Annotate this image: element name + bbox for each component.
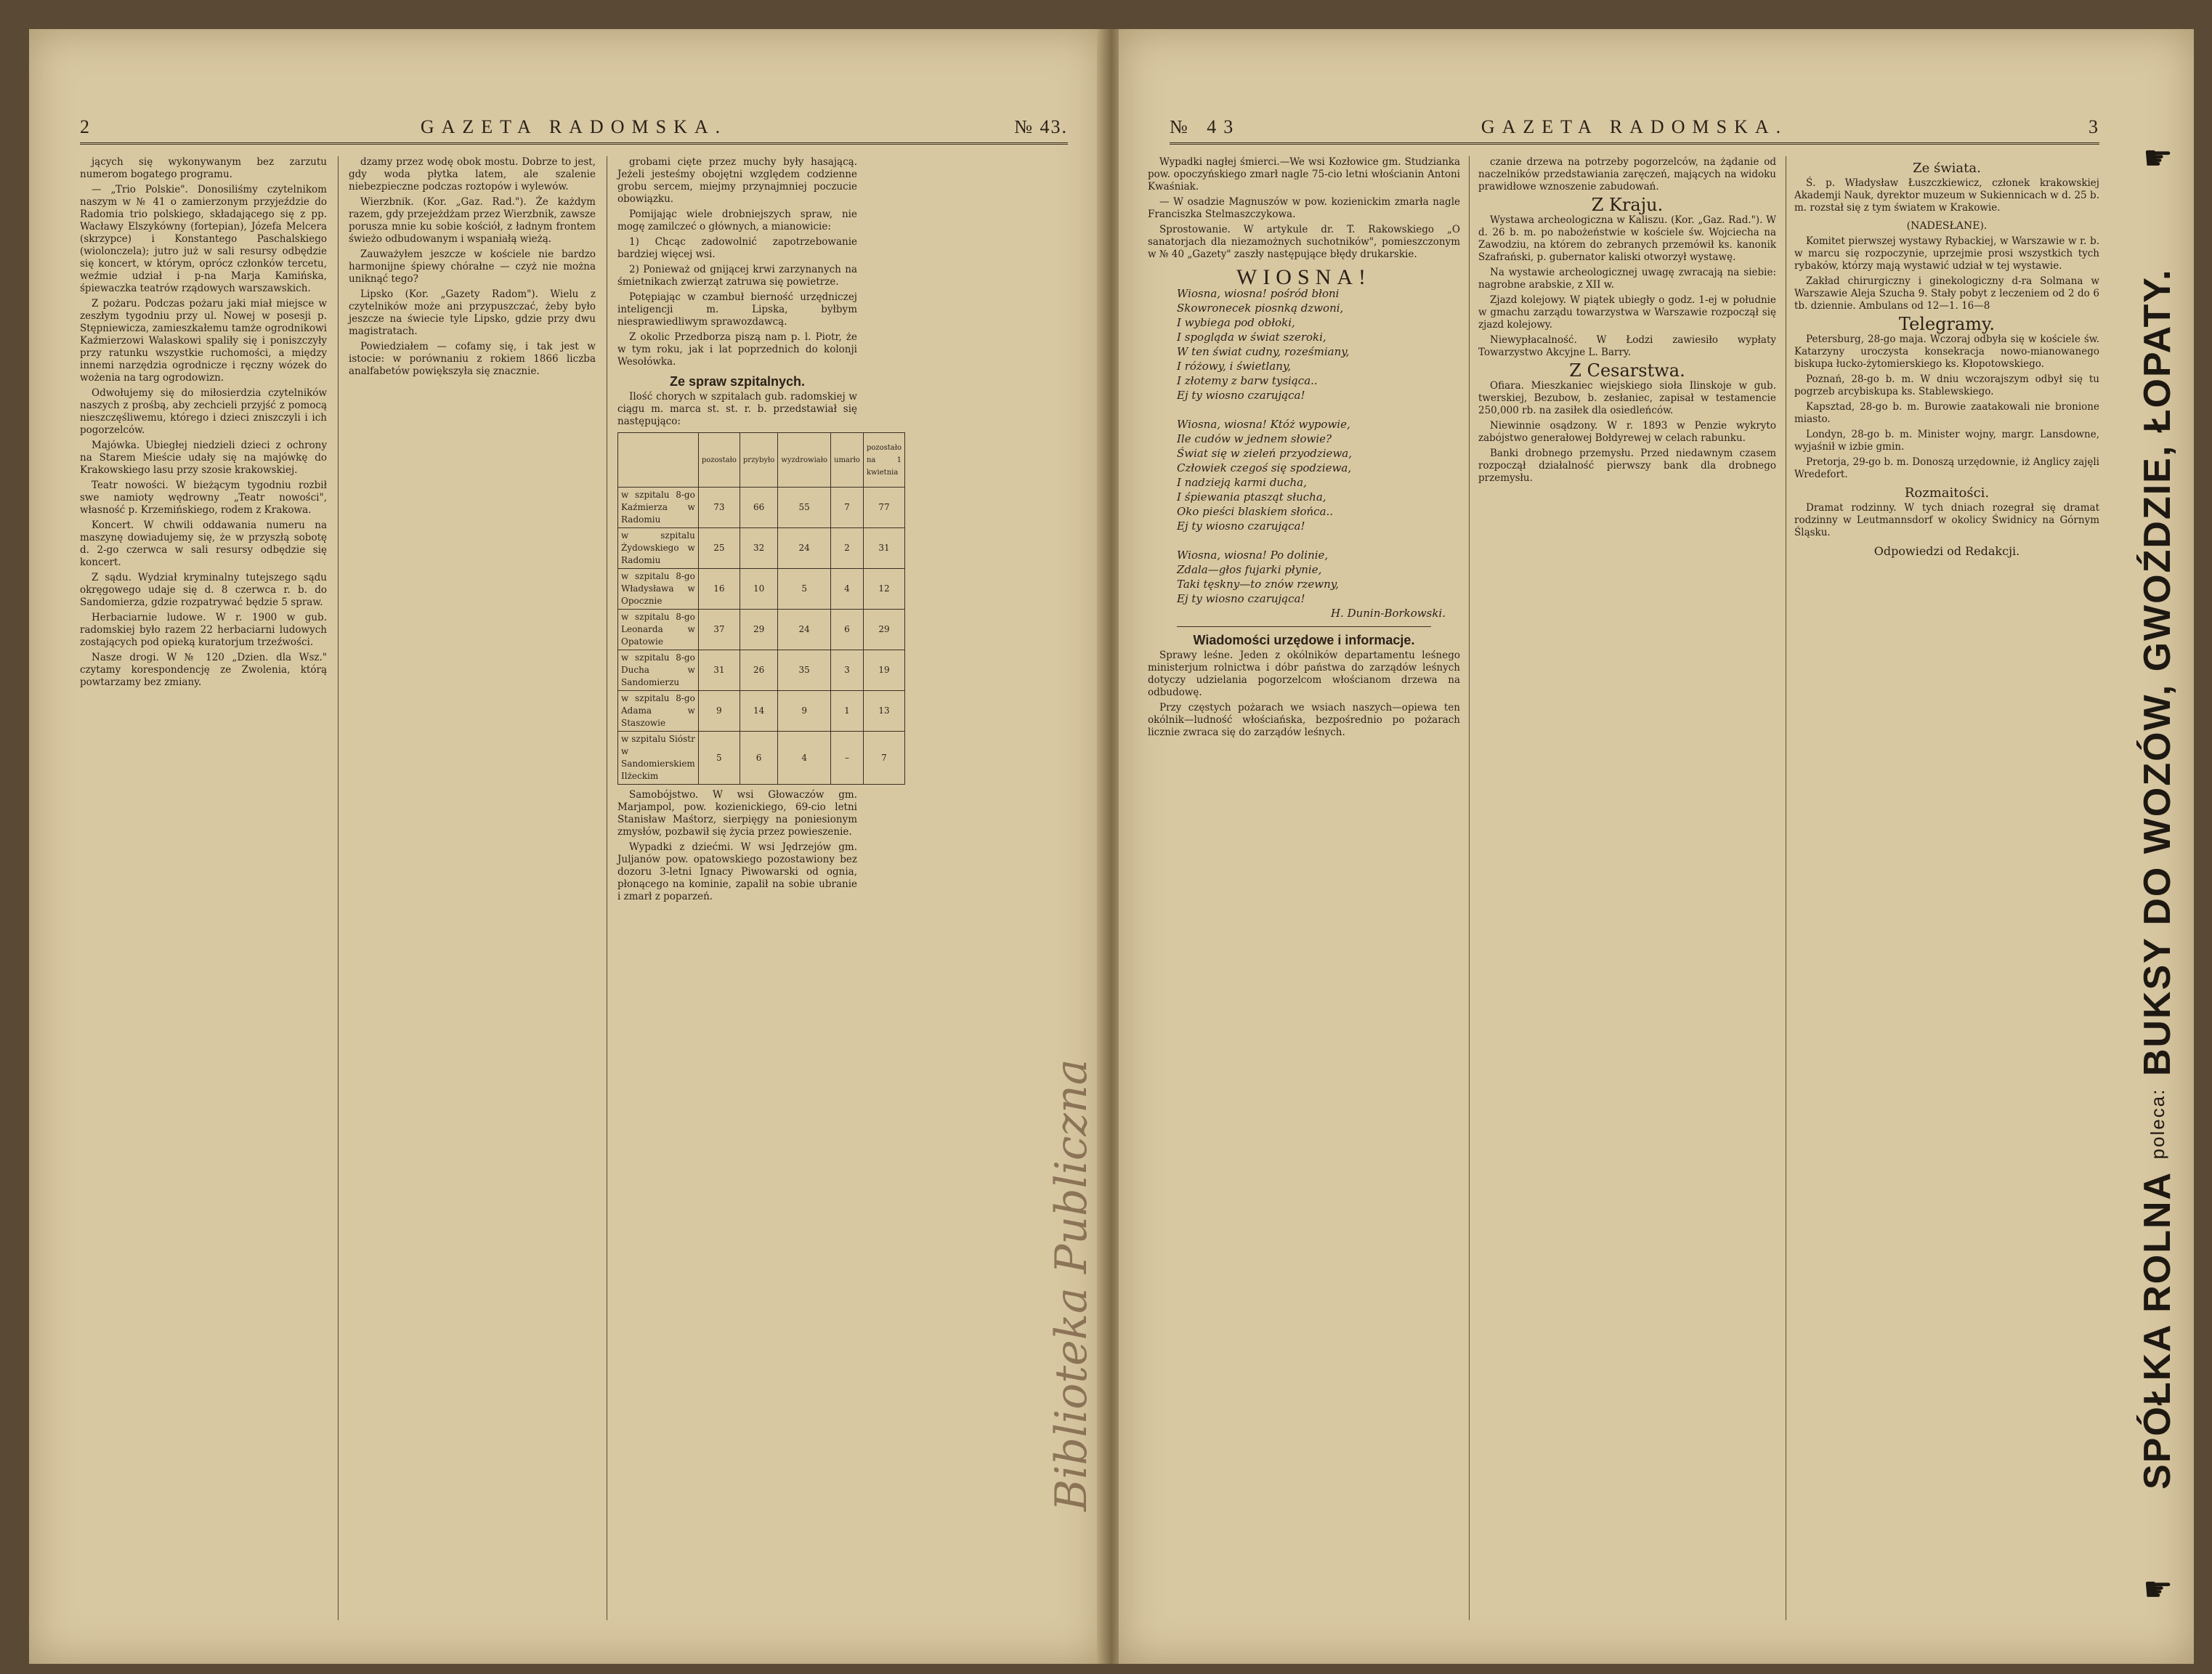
poem-line: I złotemy z barw tysiąca.. [1177, 374, 1318, 387]
newspaper-title: GAZETA RADOMSKA. [1480, 116, 1788, 137]
paragraph: Z sądu. Wydział kryminalny tutejszego sądu okręgowego udaje się d. 8 czerwca r. b. do Sandomierza, gdzie rozpatrywać będzie 5 spraw. [80, 572, 327, 608]
column-2 [349, 156, 596, 1620]
paragraph: — „Trio Polskie". Donosiliśmy czytelnikom naszym w № 41 o zamierzonym przyjeździe do Radomia trio polskiego, składającego się z pp. Wacławy Elszykówny (fortepian), Józefa Melcera (skrzypce) i Konstantego Paschalskiego (wiolonczela); jutro już w sali resursy odbędzie się koncert, w którym, oprócz członków tercetu, weźmie udział i p-na Marja Kamińska, śpiewaczka teatrów rządowych warszawskich. [80, 184, 327, 294]
column-divider [1469, 156, 1470, 1620]
poem-title: WIOSNA! [1236, 265, 1372, 289]
cell: 31 [698, 650, 740, 691]
cell: – [831, 732, 864, 785]
paragraph: Lipsko (Kor. „Gazety Radom"). Wielu z czytelników może ani przypuszczać, żeby było jeszcze na świecie tyle Lipsko, gdzie przy dwu magistratach. [349, 288, 596, 337]
row-label: w szpitalu 8-go Leonarda w Opatowie [618, 610, 699, 650]
paragraph: Komitet pierwszej wystawy Rybackiej, w Warszawie w r. b. w marcu się rozpoczynie, uprzejmie prosi wszystkich tych rybaków, którzy mają wystawić udział w tej wystawie. [1794, 235, 2099, 272]
cell: 24 [778, 528, 831, 569]
row-label: w szpitalu 8-go Władysława w Opocznie [618, 569, 699, 610]
table-row [618, 569, 905, 610]
issue-number: № 43. [1014, 116, 1068, 137]
poem-line [1177, 403, 1460, 417]
cell: 73 [698, 488, 740, 528]
cell: 24 [778, 610, 831, 650]
cell: 25 [698, 528, 740, 569]
cell: 29 [740, 610, 777, 650]
section-heading: Rozmaitości. [1904, 485, 1990, 501]
paragraph: Niewinnie osądzony. W r. 1893 w Penzie wykryto zabójstwo generałowej Bołdyrewej w celach rabunku. [1478, 420, 1776, 444]
cell: 9 [778, 691, 831, 732]
cell: 1 [831, 691, 864, 732]
paragraph: Niewypłacalność. W Łodzi zawiesiło wypłaty Towarzystwo Akcyjne L. Barry. [1478, 334, 1776, 358]
paragraph: Herbaciarnie ludowe. W r. 1900 w gub. radomskiej było razem 22 herbaciarni ludowych zostających pod opieką kuratorjum trzeźwości. [80, 612, 327, 648]
poem-line: Ej ty wiosno czarująca! [1177, 592, 1305, 605]
cell: 13 [863, 691, 904, 732]
table-row [618, 691, 905, 732]
poem-line: Skowronecek piosnką dzwoni, [1177, 302, 1344, 315]
cell: 3 [831, 650, 864, 691]
cell: 7 [831, 488, 864, 528]
pointing-hand-icon: ☛ [2143, 1569, 2173, 1609]
cell: 6 [740, 732, 777, 785]
paragraph: jących się wykonywanym bez zarzutu numerom bogatego programu. [80, 156, 327, 180]
column-3 [617, 156, 902, 1620]
cell: 19 [863, 650, 904, 691]
table-row [618, 488, 905, 528]
table-caption: Ilość chorych w szpitalach gub. radomskiej w ciągu m. marca st. st. r. b. przedstawiał się następująco: [617, 391, 857, 427]
paragraph: Zjazd kolejowy. W piątek ubiegły o godz. 1-ej w południe w gmachu zarządu towarzystwa w Warszawie rozpoczął się zjazd kolejowy. [1478, 294, 1776, 331]
poem-author: H. Dunin-Borkowski. [1330, 607, 1446, 620]
cell: 4 [778, 732, 831, 785]
poem-line: Ej ty wiosno czarująca! [1177, 389, 1305, 402]
paragraph: Banki drobnego przemysłu. Przed niedawnym czasem rozpoczął działalność pierwszy bank dla drobnego przemysłu. [1478, 448, 1776, 484]
section-heading: (NADESŁANE). [1906, 220, 1988, 232]
paragraph: Przy częstych pożarach we wsiach naszych—opiewa ten okólnik—ludność włościańska, bezpośrednio po pożarach licznie zwraca się do zarządów leśnych. [1148, 702, 1460, 738]
column-divider [338, 156, 339, 1620]
paragraph: Ś. p. Władysław Łuszczkiewicz, członek krakowskiej Akademji Nauk, dyrektor muzeum w Sukiennicach w d. 25 b. m. rozstał się z tym światem w Krakowie. [1794, 177, 2099, 214]
poem-line: Człowiek czegoś się spodziewa, [1177, 461, 1352, 474]
section-heading: Ze spraw szpitalnych. [669, 374, 806, 389]
paragraph: grobami cięte przez muchy były hasającą. Jeżeli jesteśmy obojętni względem codzienne grobu sercem, miejmy przynajmniej poczucie obowiązku. [617, 156, 857, 205]
cell: 9 [698, 691, 740, 732]
ad-company: SPÓŁKA ROLNA [2136, 1171, 2179, 1490]
pointing-hand-icon: ☛ [2143, 138, 2173, 177]
hospital-table [617, 432, 905, 785]
paragraph: Pomijając wiele drobniejszych spraw, nie mogę zamilczeć o głównych, a mianowicie: [617, 209, 857, 232]
column-1 [1148, 156, 1460, 1620]
paragraph: Sprostowanie. W artykule dr. T. Rakowskiego „O sanatorjach dla niezamożnych suchotników", pomieszczonym w № 40 „Gazety" zaszły następujące błędy drukarskie. [1148, 224, 1460, 260]
table-row [618, 528, 905, 569]
poem-line: Świat się w zieleń przyodziewa, [1177, 447, 1352, 460]
paragraph: Kapsztad, 28-go b. m. Burowie zaatakowali nie bronione miasto. [1794, 401, 2099, 425]
paragraph: Na wystawie archeologicznej uwagę zwracają na siebie: nagrobne arabskie, z XII w. [1478, 267, 1776, 291]
newspaper-title: GAZETA RADOMSKA. [420, 116, 728, 137]
paragraph: Nasze drogi. W № 120 „Dzien. dla Wsz." czytamy korespondencję ze Zwolenia, którą powtarzamy bez zmiany. [80, 652, 327, 688]
table-header-row [618, 433, 905, 488]
paragraph: Z pożaru. Podczas pożaru jaki miał miejsce w zeszłym tygodniu przy ul. Nowej w posesji p. Stępniewicza, zamieszkałemu tamże ogrodnikowi Kaźmierzowi Walaskowi spaliły się i poniszczyły przy ratunku wszystkie ruchomości, a między innemi narzędzia ogrodnicze i ręczny wózek do wożenia na targ ogrodowizn. [80, 298, 327, 384]
poem-line: I różowy, i świetlany, [1177, 360, 1292, 373]
poem-line: I nadzieją karmi ducha, [1177, 476, 1307, 489]
cell: 55 [778, 488, 831, 528]
paragraph: Koncert. W chwili oddawania numeru na maszynę dowiadujemy się, że w przyszłą sobotę d. 2-go czerwca w sali resursy odbędzie się koncert. [80, 519, 327, 568]
page-number: 3 [2089, 116, 2099, 137]
issue-number: № 43 [1170, 116, 1241, 137]
paragraph: Sprawy leśne. Jeden z okólników departamentu leśnego ministerjum rolnictwa i dóbr państwa do zarządów leśnych dotyczy udzielania pogorzelcom włościanom drzewa na odbudowę. [1148, 650, 1460, 698]
cell: 66 [740, 488, 777, 528]
paragraph: Ofiara. Mieszkaniec wiejskiego sioła Ilinskoje w gub. twerskiej, Bezubow, b. zesłaniec, zapisał w testamencie 250,000 rb. na zasiłek dla osiedleńców. [1478, 380, 1776, 416]
table-row [618, 650, 905, 691]
paragraph: Dramat rodzinny. W tych dniach rozegrał się dramat rodzinny w Leutmannsdorf w okolicy Świdnicy na Górnym Śląsku. [1794, 502, 2099, 538]
section-heading: Ze świata. [1913, 161, 1981, 176]
row-label: w szpitalu Żydowskiego w Radomiu [618, 528, 699, 569]
cell: 35 [778, 650, 831, 691]
column-3 [1794, 156, 2099, 1620]
paragraph: Londyn, 28-go b. m. Minister wojny, margr. Lansdowne, wyjaśnił w izbie gmin. [1794, 429, 2099, 453]
poem-line: I wybiega pod obłoki, [1177, 316, 1295, 329]
poem-line: Wiosna, wiosna! pośród błoni [1177, 287, 1340, 300]
cell: 12 [863, 569, 904, 610]
paragraph: Wypadki nagłej śmierci.—We wsi Kozłowice gm. Studzianka pow. opoczyńskiego zmarł nagle 75-cio letni włościanin Antoni Kwaśniak. [1148, 156, 1460, 193]
cell: 31 [863, 528, 904, 569]
left-page [29, 29, 1104, 1664]
paragraph: Potępiając w czambuł bierność urzędniczej inteligencji m. Lipska, byłbym niesprawiedliwym sprawozdawcą. [617, 291, 857, 328]
poem-line: W ten świat cudny, roześmiany, [1177, 345, 1350, 358]
ad-text [2136, 124, 2194, 1635]
paragraph: Majówka. Ubiegłej niedzieli dzieci z ochrony na Starem Mieście udały się na majówkę do Krakowskiego lasu przy szosie krakowskiej. [80, 440, 327, 476]
paragraph: Wierzbnik. (Kor. „Gaz. Rad."). Że każdym razem, gdy przejeżdżam przez Wierzbnik, zawsze porusza mnie ku sobie kościół, z ładnym frontem świeżo odbudowanym i wspaniałą wieżą. [349, 196, 596, 245]
table-header: pozostało na 1 kwietnia [863, 433, 904, 488]
row-label: w szpitalu Sióstr w Sandomierskiem Ilżeckim [618, 732, 699, 785]
poem-line: Ej ty wiosno czarująca! [1177, 519, 1305, 533]
paragraph: Z okolic Przedborza piszą nam p. l. Piotr, że w tym roku, jak i lat poprzednich do kolonji Wesołówka. [617, 331, 857, 368]
column-1 [80, 156, 327, 1620]
poem-line: I śpiewania ptasząt słucha, [1177, 490, 1326, 504]
right-page [1119, 29, 2194, 1664]
paragraph: czanie drzewa na potrzeby pogorzelców, na żądanie od naczelników przedstawiania zaręczeń, mających na widoku prawidłowe wznoszenie zabudowań. [1478, 156, 1776, 193]
page-header [80, 116, 1068, 145]
row-label: w szpitalu 8-go Adama w Staszowie [618, 691, 699, 732]
paragraph: Samobójstwo. W wsi Głowaczów gm. Marjampol, pow. kozienickiego, 69-cio letni Stanisław Maśtorz, sierpięgy na poniesionym zmysłów, pozbawił się życia przez powieszenie. [617, 789, 857, 838]
row-label: w szpitalu 8-go Ducha w Sandomierzu [618, 650, 699, 691]
paragraph: Zakład chirurgiczny i ginekologiczny d-ra Solmana w Warszawie Aleja Szucha 9. Stały pobyt z leczeniem od 2 do 6 tb. dziennie. Ambulans od 12—1. 16—8 [1794, 275, 2099, 312]
paragraph: Teatr nowości. W bieżącym tygodniu rozbił swe namioty wędrowny „Teatr nowości", własność p. Krzemińskiego, rodem z Krakowa. [80, 480, 327, 516]
paragraph: — W osadzie Magnuszów w pow. kozienickim zmarła nagle Franciszka Stelmaszczykowa. [1148, 196, 1460, 220]
cell: 10 [740, 569, 777, 610]
poem-line: Zdala—głos fujarki płynie, [1177, 563, 1322, 576]
cell: 4 [831, 569, 864, 610]
paragraph: Pretorja, 29-go b. m. Donoszą urzędownie, iż Anglicy zajęli Wredefort. [1794, 456, 2099, 480]
poem-line: Wiosna, wiosna! Po dolinie, [1177, 549, 1329, 562]
cell: 26 [740, 650, 777, 691]
poem-line: I spogląda w świat szeroki, [1177, 331, 1326, 344]
table-header: wyzdrowiało [778, 433, 831, 488]
cell: 77 [863, 488, 904, 528]
cell: 5 [698, 732, 740, 785]
cell: 7 [863, 732, 904, 785]
paragraph: Zauważyłem jeszcze w kościele nie bardzo harmonijne śpiewy chórałne — czyż nie można uniknąć tego? [349, 248, 596, 285]
row-label: w szpitalu 8-go Kaźmierza w Radomiu [618, 488, 699, 528]
column-2 [1478, 156, 1776, 1620]
table-header [618, 433, 699, 488]
page-number: 2 [80, 116, 97, 137]
divider [1177, 626, 1431, 627]
newspaper-spread [29, 29, 2194, 1664]
paragraph: Powiedziałem — cofamy się, i tak jest w istocie: w porównaniu z rokiem 1866 liczba analfabetów powiększyła się znacznie. [349, 341, 596, 377]
section-heading: Z Cesarstwa. [1569, 360, 1685, 381]
ad-items: BUKSY DO WOZÓW, GWOŹDZIE, ŁOPATY. [2136, 268, 2179, 1077]
section-heading: Telegramy. [1898, 314, 1996, 334]
section-heading: Odpowiedzi od Redakcji. [1873, 544, 2020, 558]
paragraph: Poznań, 28-go b. m. W dniu wczorajszym odbył się tu pogrzeb arcybiskupa ks. Stablewskiego. [1794, 373, 2099, 397]
cell: 32 [740, 528, 777, 569]
poem-line: Ile cudów w jednem słowie? [1177, 432, 1332, 445]
paragraph: dzamy przez wodę obok mostu. Dobrze to jest, gdy woda płytka latem, ale szalenie niebezpieczne podczas roztopów i wylewów. [349, 156, 596, 193]
paragraph: Wystawa archeologiczna w Kaliszu. (Kor. „Gaz. Rad."). W d. 26 b. m. po nabożeństwie w kościele św. Wojciecha na Zawodziu, na którem do zebranych przemówił ks. kanonik Szafrański, p. gubernator kaliski otworzył wystawę. [1478, 214, 1776, 263]
poem-line: Taki tęskny—to znów rzewny, [1177, 578, 1339, 591]
poem-line [1177, 533, 1460, 548]
cell: 16 [698, 569, 740, 610]
paragraph: 1) Chcąc zadowolnić zapotrzebowanie bardziej więcej wsi. [617, 236, 857, 260]
paragraph: Petersburg, 28-go maja. Wczoraj odbyła się w kościele św. Katarzyny uroczysta konsekracja nowo-mianowanego biskupa łucko-żytomierskiego ks. Kłopotowskiego. [1794, 333, 2099, 370]
table-header: przybyło [740, 433, 777, 488]
ad-subtitle: poleca: [2147, 1088, 2168, 1160]
table-header: umarło [831, 433, 864, 488]
cell: 5 [778, 569, 831, 610]
poem-line: Oko pieści blaskiem słońca.. [1177, 505, 1334, 518]
cell: 6 [831, 610, 864, 650]
section-heading: Z Kraju. [1591, 195, 1664, 215]
library-stamp: Biblioteka Publiczna [1046, 1059, 1097, 1511]
table-row [618, 732, 905, 785]
cell: 14 [740, 691, 777, 732]
page-header [1170, 116, 2099, 145]
poem-line: Wiosna, wiosna! Któż wypowie, [1177, 418, 1350, 431]
table-row [618, 610, 905, 650]
advertisement [2136, 124, 2194, 1635]
paragraph: Odwołujemy się do miłosierdzia czytelników naszych z prośbą, aby zechcieli przyjść z pomocą nieszczęśliwemu, którego i dzieci zniszczyli i ich pogorzelców. [80, 387, 327, 436]
paragraph: 2) Ponieważ od gnijącej krwi zarzynanych na śmietnikach zwierząt zatruwa się powietrze. [617, 264, 857, 288]
section-heading: Wiadomości urzędowe i informacje. [1193, 633, 1415, 647]
cell: 2 [831, 528, 864, 569]
cell: 37 [698, 610, 740, 650]
paragraph: Wypadki z dziećmi. W wsi Jędrzejów gm. Juljanów pow. opatowskiego pozostawiony bez dozoru 3-letni Ignacy Piwowarski od ognia, płonącego na kominie, zapalił na sobie ubranie i zmarł z poparzeń. [617, 841, 857, 902]
table-header: pozostało [698, 433, 740, 488]
cell: 29 [863, 610, 904, 650]
poem [1148, 286, 1460, 620]
